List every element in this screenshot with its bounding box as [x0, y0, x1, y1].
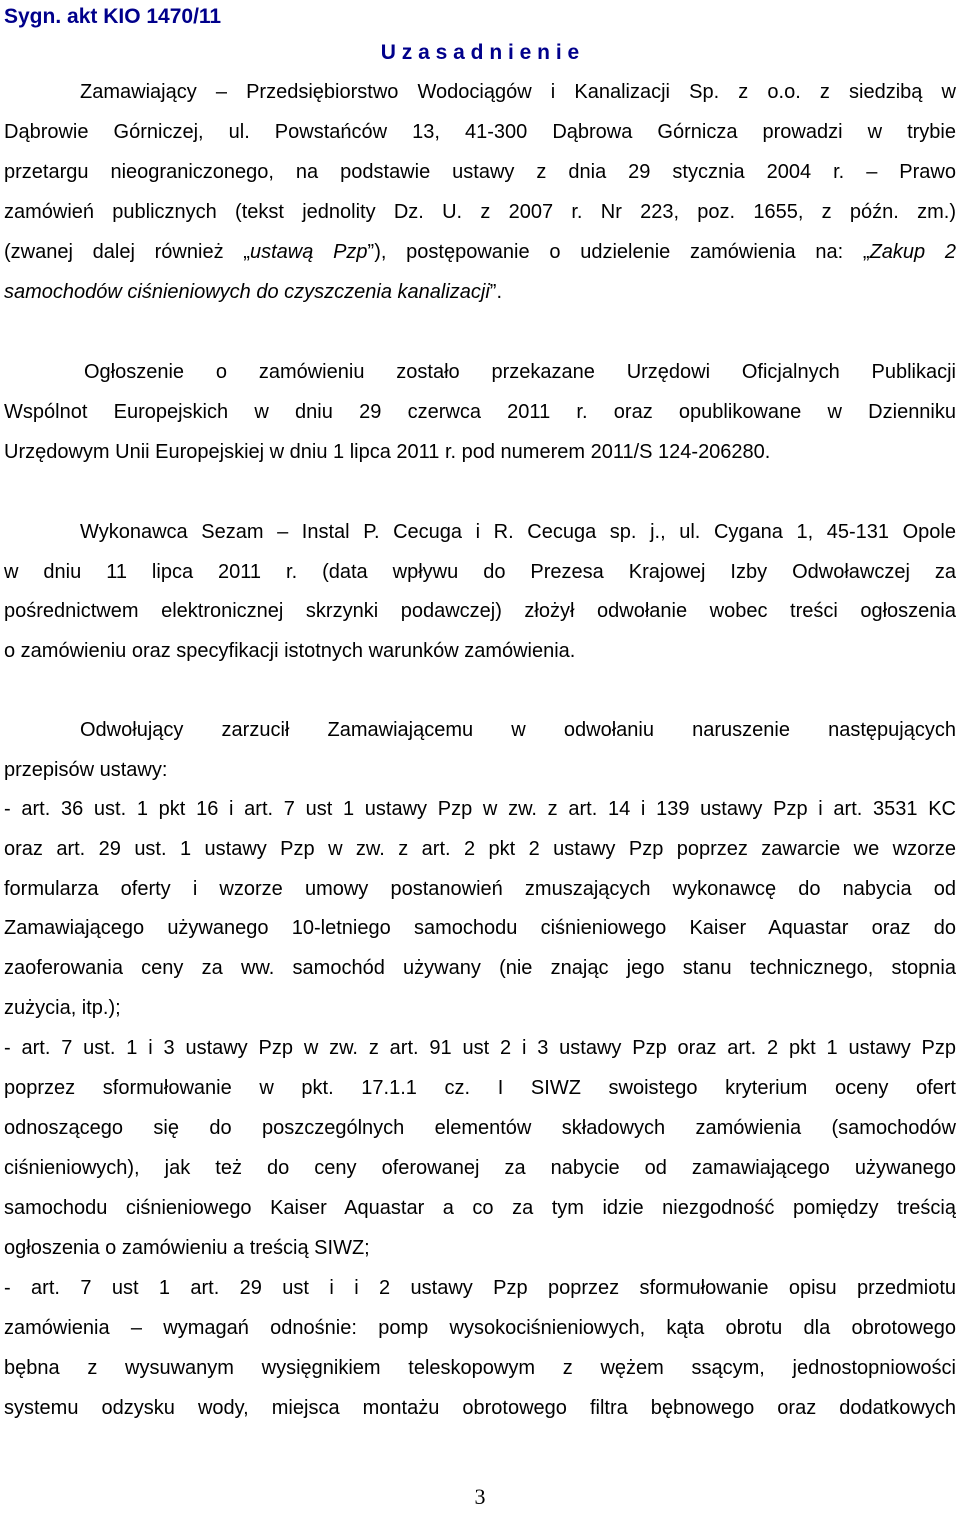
- text-line: Zamawiający – Przedsiębiorstwo Wodociągów i Kanalizacji Sp. z o.o. z siedzibą w: [80, 81, 956, 103]
- text-line: Wykonawca Sezam – Instal P. Cecuga i R. Cecuga sp. j., ul. Cygana 1, 45-131 Opole: [80, 521, 956, 543]
- text-segment: ”.: [489, 281, 502, 303]
- italic-term: ustawą Pzp: [249, 241, 368, 263]
- text-line: przepisów ustawy:: [4, 759, 168, 781]
- text-line: poprzez sformułowanie w pkt. 17.1.1 cz. I SIWZ swoistego kryterium oceny ofert: [4, 1077, 956, 1099]
- text-line: Dąbrowie Górniczej, ul. Powstańców 13, 41-300 Dąbrowa Górnicza prowadzi w trybie: [4, 121, 956, 143]
- text-line: [4, 233, 956, 271]
- text-line: Ogłoszenie o zamówieniu zostało przekazane Urzędowi Oficjalnych Publikacji: [84, 361, 956, 383]
- text-line: zużycia, itp.);: [4, 997, 121, 1019]
- text-line: - art. 7 ust. 1 i 3 ustawy Pzp w zw. z art. 91 ust 2 i 3 ustawy Pzp oraz art. 2 pkt 1 ustawy Pzp: [4, 1037, 956, 1059]
- text-line: ogłoszenia o zamówieniu a treścią SIWZ;: [4, 1237, 370, 1259]
- text-line: Wspólnot Europejskich w dniu 29 czerwca 2011 r. oraz opublikowane w Dzienniku: [4, 401, 956, 423]
- text-line: odnoszącego się do poszczególnych elementów składowych zamówienia (samochodów: [4, 1117, 956, 1139]
- text-line: zamówienia – wymagań odnośnie: pomp wysokociśnieniowych, kąta obrotu dla obrotowego: [4, 1317, 956, 1339]
- case-signature: Sygn. akt KIO 1470/11: [4, 5, 222, 28]
- text-line: Urzędowym Unii Europejskiej w dniu 1 lipca 2011 r. pod numerem 2011/S 124-206280.: [4, 441, 771, 463]
- text-line: o zamówieniu oraz specyfikacji istotnych warunków zamówienia.: [4, 640, 576, 662]
- text-line: bębna z wysuwanym wysięgnikiem teleskopowym z wężem ssącym, jednostopniowości: [4, 1357, 956, 1379]
- text-segment: (zwanej dalej również „: [4, 241, 250, 263]
- text-line: [4, 273, 956, 311]
- text-line: Odwołujący zarzucił Zamawiającemu w odwołaniu naruszenie następujących: [80, 719, 956, 741]
- text-line: systemu odzysku wody, miejsca montażu obrotowego filtra bębnowego oraz dodatkowych: [4, 1397, 956, 1419]
- italic-term: Zakup 2: [869, 241, 957, 263]
- text-line: formularza oferty i wzorze umowy postanowień zmuszających wykonawcę do nabycia od: [4, 878, 956, 900]
- text-line: - art. 7 ust 1 art. 29 ust i i 2 ustawy Pzp poprzez sformułowanie opisu przedmiotu: [4, 1277, 956, 1299]
- text-segment: ”), postępowanie o udzielenie zamówienia na: „: [367, 241, 870, 263]
- text-line: ciśnieniowych), jak też do ceny oferowanej za nabycie od zamawiającego używanego: [4, 1157, 956, 1179]
- text-line: w dniu 11 lipca 2011 r. (data wpływu do Prezesa Krajowej Izby Odwoławczej za: [4, 561, 956, 583]
- text-line: przetargu nieograniczonego, na podstawie ustawy z dnia 29 stycznia 2004 r. – Prawo: [4, 161, 956, 183]
- text-line: Zamawiającego używanego 10-letniego samochodu ciśnieniowego Kaiser Aquastar oraz do: [4, 917, 956, 939]
- text-line: - art. 36 ust. 1 pkt 16 i art. 7 ust 1 ustawy Pzp w zw. z art. 14 i 139 ustawy Pzp i art. 3531 KC: [4, 798, 956, 820]
- text-line: zaoferowania ceny za ww. samochód używany (nie znając jego stanu technicznego, stopnia: [4, 957, 956, 979]
- text-line: oraz art. 29 ust. 1 ustawy Pzp w zw. z art. 2 pkt 2 ustawy Pzp poprzez zawarcie we wzorze: [4, 838, 956, 860]
- text-line: zamówień publicznych (tekst jednolity Dz. U. z 2007 r. Nr 223, poz. 1655, z późn. zm.): [4, 201, 956, 223]
- italic-term: samochodów ciśnieniowych do czyszczenia kanalizacji: [4, 281, 490, 303]
- text-line: samochodu ciśnieniowego Kaiser Aquastar a co za tym idzie niezgodność pomiędzy treścią: [4, 1197, 956, 1219]
- section-heading: U z a s a d n i e n i e: [380, 41, 580, 64]
- page-number: 3: [474, 1484, 486, 1509]
- text-line: pośrednictwem elektronicznej skrzynki podawczej) złożył odwołanie wobec treści ogłoszenia: [4, 600, 956, 622]
